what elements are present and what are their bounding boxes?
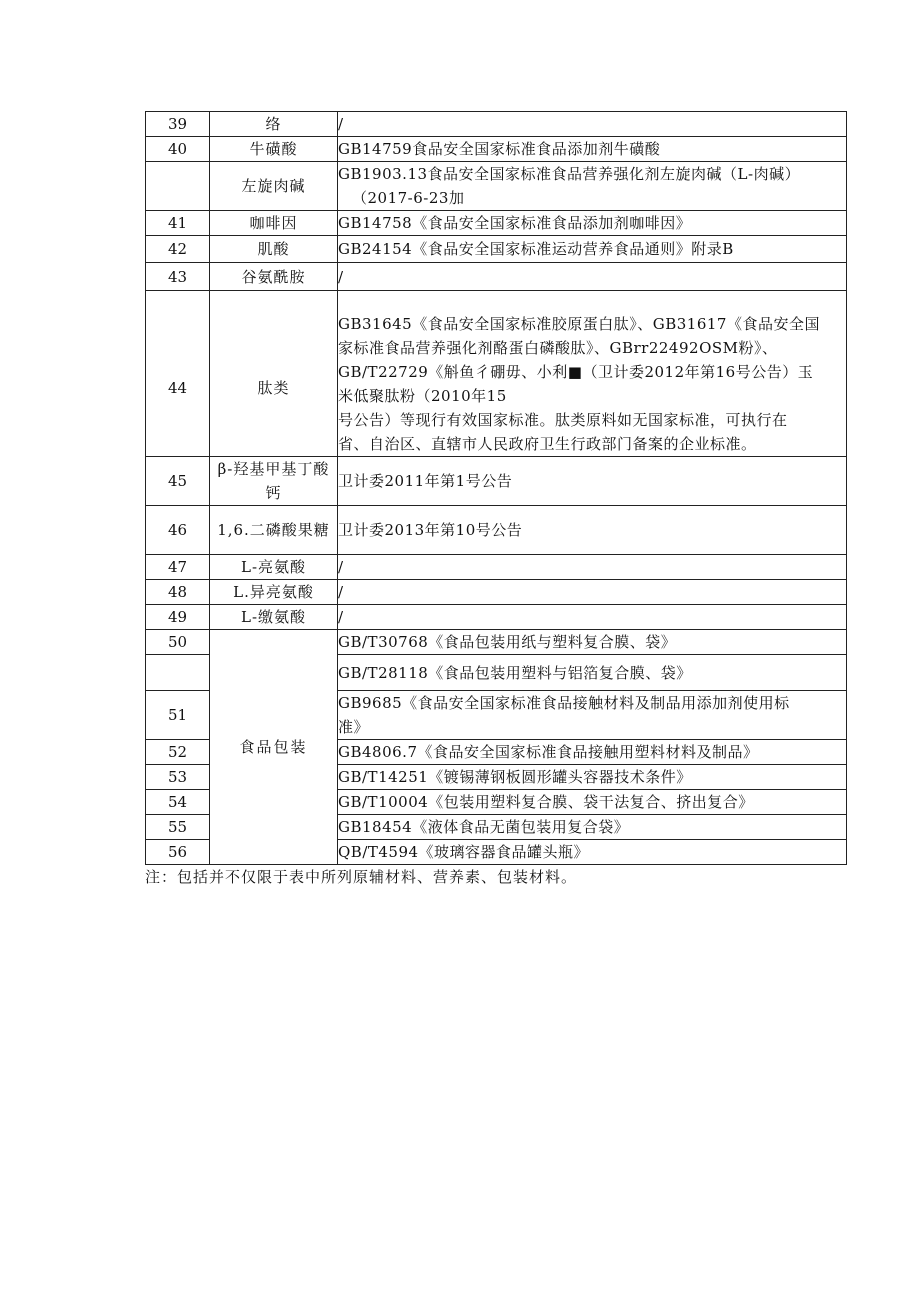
- standard-text: 卫计委2011年第1号公告: [338, 457, 847, 506]
- material-name: 肽类: [210, 291, 338, 457]
- material-name: 络: [210, 112, 338, 137]
- table-row: [146, 112, 847, 137]
- row-number: 40: [146, 137, 210, 162]
- material-name: L.异亮氨酸: [210, 580, 338, 605]
- table-row: [146, 236, 847, 263]
- standard-line: 家标准食品营养强化剂酪蛋白磷酸肽》、GBrr22492OSM粉》、: [338, 339, 778, 357]
- material-name: L-缴氨酸: [210, 605, 338, 630]
- material-name: 咖啡因: [210, 211, 338, 236]
- standard-text: GB14758《食品安全国家标准食品添加剂咖啡因》: [338, 211, 847, 236]
- standard-text: GB/T14251《镀锡薄钢板圆形罐头容器技术条件》: [338, 765, 847, 790]
- row-number: 42: [146, 236, 210, 263]
- table-row: [146, 555, 847, 580]
- table-row: [146, 211, 847, 236]
- row-number: 47: [146, 555, 210, 580]
- table-row: [146, 630, 847, 655]
- standards-table: [145, 111, 847, 865]
- table-row: [146, 457, 847, 506]
- standard-line: （2017-6-23加: [352, 189, 465, 207]
- row-number: 55: [146, 815, 210, 840]
- standard-line: 米低聚肽粉（2010年15: [338, 387, 507, 405]
- table-row: [146, 263, 847, 291]
- packaging-category: 食品包装: [210, 630, 338, 865]
- row-number: 56: [146, 840, 210, 865]
- standard-line: GB/T22729《斛鱼彳硼毋、小利■（卫计委2012年第16号公告）玉: [338, 363, 814, 381]
- standard-line: 准》: [338, 718, 370, 736]
- row-number: [146, 655, 210, 691]
- row-number: 53: [146, 765, 210, 790]
- table-row: [146, 291, 847, 457]
- table-footnote: 注：包括并不仅限于表中所列原辅材料、营养素、包装材料。: [145, 868, 578, 886]
- row-number: [146, 162, 210, 211]
- standard-text: [338, 162, 847, 211]
- standard-text: [338, 291, 847, 457]
- table-row: [146, 506, 847, 555]
- row-number: 45: [146, 457, 210, 506]
- row-number: 50: [146, 630, 210, 655]
- standard-text: /: [338, 605, 847, 630]
- row-number: 51: [146, 691, 210, 740]
- material-name: L-亮氨酸: [210, 555, 338, 580]
- material-name-line: 钙: [265, 484, 282, 502]
- material-name: [210, 457, 338, 506]
- material-name: 肌酸: [210, 236, 338, 263]
- row-number: 44: [146, 291, 210, 457]
- standard-text: GB18454《液体食品无菌包装用复合袋》: [338, 815, 847, 840]
- standard-text: 卫计委2013年第10号公告: [338, 506, 847, 555]
- material-name: 左旋肉碱: [210, 162, 338, 211]
- standard-text: /: [338, 112, 847, 137]
- row-number: 46: [146, 506, 210, 555]
- row-number: 52: [146, 740, 210, 765]
- standard-line: GB9685《食品安全国家标准食品接触材料及制品用添加剂使用标: [338, 694, 790, 712]
- standard-text: /: [338, 263, 847, 291]
- material-name: 1,6.二磷酸果糖: [210, 506, 338, 555]
- standard-text: GB/T10004《包装用塑料复合膜、袋干法复合、挤出复合》: [338, 790, 847, 815]
- standard-text: /: [338, 555, 847, 580]
- table-row: [146, 137, 847, 162]
- standard-text: GB/T28118《食品包装用塑料与铝箔复合膜、袋》: [338, 655, 847, 691]
- standard-line: GB31645《食品安全国家标准胶原蛋白肽》、GB31617《食品安全国: [338, 315, 820, 333]
- standard-line: 号公告）等现行有效国家标准。肽类原料如无国家标准，可执行在: [338, 411, 788, 429]
- row-number: 54: [146, 790, 210, 815]
- table-row: [146, 162, 847, 211]
- row-number: 43: [146, 263, 210, 291]
- table-row: [146, 580, 847, 605]
- standard-line: 省、自治区、直辖市人民政府卫生行政部门备案的企业标准。: [338, 435, 757, 453]
- standard-text: QB/T4594《玻璃容器食品罐头瓶》: [338, 840, 847, 865]
- standard-text: GB24154《食品安全国家标准运动营养食品通则》附录B: [338, 236, 847, 263]
- material-name: 牛磺酸: [210, 137, 338, 162]
- row-number: 41: [146, 211, 210, 236]
- material-name-line: β-羟基甲基丁酸: [217, 460, 330, 478]
- row-number: 49: [146, 605, 210, 630]
- standard-text: GB4806.7《食品安全国家标准食品接触用塑料材料及制品》: [338, 740, 847, 765]
- standard-text: GB/T30768《食品包装用纸与塑料复合膜、袋》: [338, 630, 847, 655]
- standard-text: /: [338, 580, 847, 605]
- table-row: [146, 605, 847, 630]
- row-number: 48: [146, 580, 210, 605]
- standard-text: GB14759食品安全国家标准食品添加剂牛磺酸: [338, 137, 847, 162]
- standard-text: [338, 691, 847, 740]
- row-number: 39: [146, 112, 210, 137]
- material-name: 谷氨酰胺: [210, 263, 338, 291]
- standard-line: GB1903.13食品安全国家标准食品营养强化剂左旋肉碱（L-肉碱）: [338, 165, 801, 183]
